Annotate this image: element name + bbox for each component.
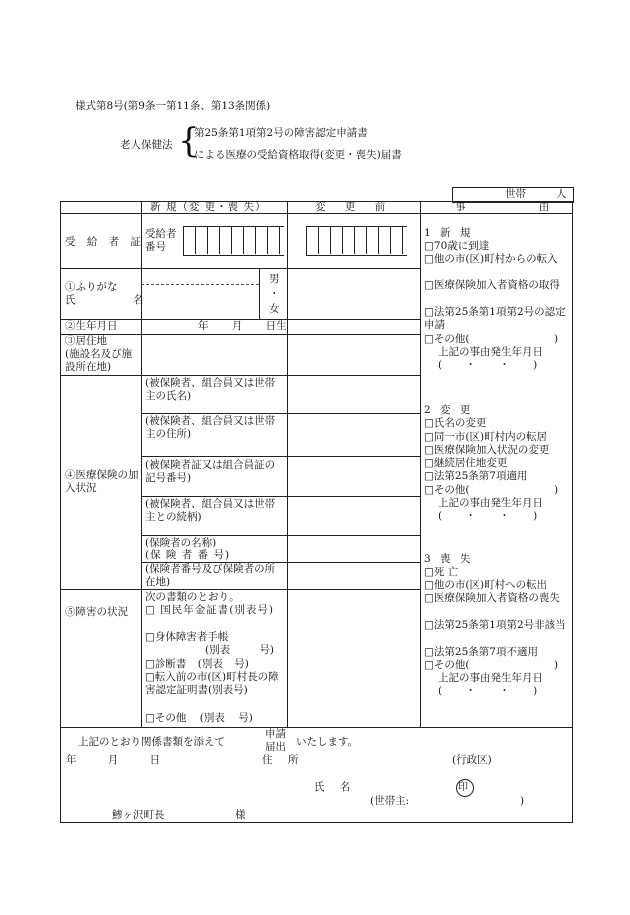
ins-item-6: (保 険 者 番 号) <box>145 549 231 561</box>
recipient-number-boxes-new[interactable] <box>183 226 284 256</box>
law-prefix: 老人保健法 <box>120 139 173 151</box>
reason-s2-title: 2 変 更 <box>424 404 471 416</box>
law-title-line2: による医療の受給資格取得(変更・喪失)届書 <box>194 149 402 161</box>
doc-0: 次の書類のとおり。 <box>145 591 240 603</box>
form-number: 様式第8号(第9条一第11条、第13条関係) <box>75 100 271 112</box>
reason-s1-2[interactable]: □他の市(区)町村からの転入 <box>424 253 558 265</box>
reason-s1-4[interactable]: □法第25条第1項第2号の認定申請 <box>424 306 566 331</box>
reason-s3-occur-blank[interactable]: ( ・ ・ ) <box>438 685 538 697</box>
doc-2[interactable]: □身体障害者手帳 <box>145 631 229 643</box>
footer-itashimasu: いたします。 <box>296 736 359 748</box>
ins-item-7: (保険者番号及び保険者の所在地) <box>145 563 276 588</box>
reason-s2-occur-blank[interactable]: ( ・ ・ ) <box>438 510 538 522</box>
header-before: 変 更 前 <box>315 201 386 213</box>
reason-s2-1[interactable]: □氏名の変更 <box>424 417 487 429</box>
address-label-1: ③居住地 <box>65 335 107 347</box>
reason-s2-2[interactable]: □同一市(区)町村内の転居 <box>424 431 548 443</box>
footer-statement: 上記のとおり関係書類を添えて <box>78 736 225 748</box>
reason-s3-6[interactable]: □その他( <box>424 659 470 671</box>
birth-label: ②生年月日 <box>65 320 118 332</box>
reason-s2-4[interactable]: □継続居住地変更 <box>424 457 508 469</box>
footer-seal: 印 <box>458 782 468 793</box>
doc-6[interactable]: □その他 (別表 号) <box>145 712 253 724</box>
sex-male: 男 <box>269 273 280 285</box>
furigana-label: ①ふりがな <box>65 281 118 293</box>
doc-4[interactable]: □診断書 (別表 号) <box>145 658 249 670</box>
insurance-label: ④医療保険の加入状況 <box>65 469 139 494</box>
reason-s2-6[interactable]: □その他( <box>424 484 470 496</box>
footer-date[interactable]: 年 月 日 <box>66 754 161 766</box>
reason-s3-occur: 上記の事由発生年月日 <box>438 672 543 684</box>
ins-item-5: (保険者の名称) <box>145 537 217 549</box>
reason-s3-6-close: ) <box>554 659 559 671</box>
doc-1[interactable]: □ 国民年金証書(別表号) <box>145 604 274 616</box>
ins-item-1: (被保険者、組合員又は世帯主の氏名) <box>145 377 276 402</box>
footer-todokede[interactable]: 届出 <box>265 741 286 753</box>
reason-s2-6-close: ) <box>554 484 559 496</box>
reason-s1-1[interactable]: □70歳に到達 <box>424 240 490 252</box>
header-new: 新 規（変 更・喪 失） <box>150 201 267 213</box>
doc-5[interactable]: □転入前の市(区)町村長の障害認定証明書(別表号) <box>145 671 279 696</box>
reason-s1-5[interactable]: □その他( <box>424 333 470 345</box>
brace: { <box>178 121 200 161</box>
reason-s1-3[interactable]: □医療保険加入者資格の取得 <box>424 279 560 291</box>
household-label: 世帯 <box>505 188 526 200</box>
law-title-line1: 第25条第1項第2号の障害認定申請書 <box>194 127 368 139</box>
reason-s3-3[interactable]: □医療保険加入者資格の喪失 <box>424 592 560 604</box>
reason-s3-1[interactable]: □死 亡 <box>424 566 459 578</box>
footer-mayor: 鯵ヶ沢町長 <box>112 809 165 821</box>
reason-s1-occur-blank[interactable]: ( ・ ・ ) <box>438 359 538 371</box>
footer-ward: (行政区) <box>452 754 492 766</box>
doc-3: (別表 号) <box>205 644 275 656</box>
address-label-3: 設所在地) <box>65 361 112 373</box>
reason-s2-3[interactable]: □医療保険加入状況の変更 <box>424 444 550 456</box>
footer-address[interactable]: 住 所 <box>262 754 299 766</box>
footer-sama: 様 <box>235 809 246 821</box>
recipient-sub1: 受給者 <box>145 228 177 240</box>
ins-item-4: (被保険者、組合員又は世帯主との続柄) <box>145 498 276 523</box>
footer-household-head[interactable]: (世帯主: <box>370 795 410 807</box>
reason-s1-title: 1 新 規 <box>424 227 471 239</box>
sex-female: 女 <box>269 303 280 315</box>
birth-ymd: 年 月 日生 <box>198 320 287 332</box>
reason-s3-title: 3 喪 失 <box>424 553 471 565</box>
reason-s1-occur: 上記の事由発生年月日 <box>438 346 543 358</box>
header-reason: 事 由 <box>455 201 550 213</box>
ins-item-2: (被保険者、組合員又は世帯主の住所) <box>145 415 276 440</box>
disability-label: ⑤障害の状況 <box>65 606 128 618</box>
reason-s3-2[interactable]: □他の市(区)町村への転出 <box>424 579 548 591</box>
reason-s2-occur: 上記の事由発生年月日 <box>438 497 543 509</box>
reason-s2-5[interactable]: □法第25条第7項適用 <box>424 470 528 482</box>
address-label-2: (施設名及び施 <box>65 348 133 360</box>
recipient-sub2: 番号 <box>145 241 166 253</box>
footer-name[interactable]: 氏 名 <box>314 781 351 793</box>
recipient-number-boxes-before[interactable] <box>306 226 407 256</box>
recipient-label: 受 給 者 証 <box>65 236 144 248</box>
reason-s3-4[interactable]: □法第25条第1項第2号非該当 <box>424 619 566 631</box>
ins-item-3: (被保険者証又は組合員証の記号番号) <box>145 459 276 484</box>
reason-s1-5-close: ) <box>554 333 559 345</box>
name-label: 氏 名 <box>65 294 144 306</box>
household-unit: 人 <box>556 188 567 200</box>
footer-shinsei[interactable]: 申請 <box>265 728 286 740</box>
footer-household-close: ) <box>520 795 525 807</box>
reason-s3-5[interactable]: □法第25条第7項不適用 <box>424 646 538 658</box>
sex-dot: ・ <box>269 288 280 300</box>
